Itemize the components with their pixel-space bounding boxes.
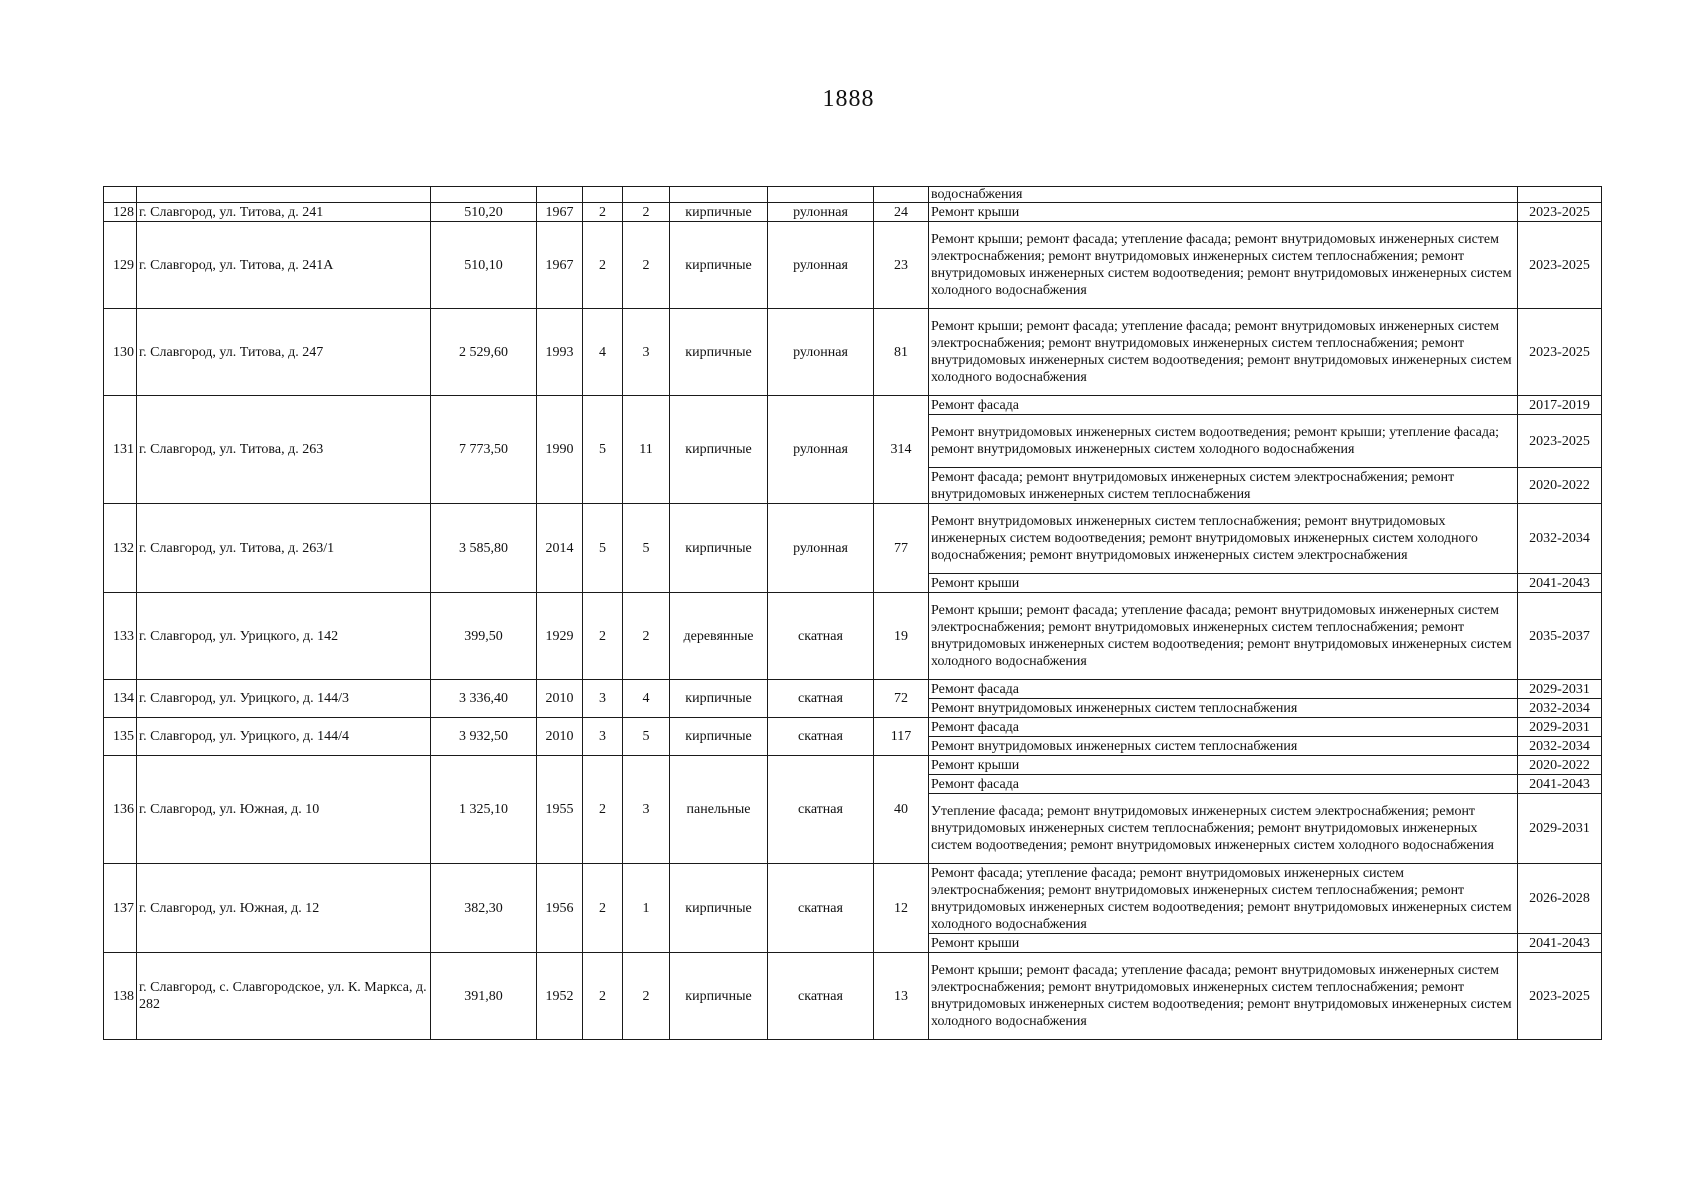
cell-num: 131 — [104, 396, 137, 504]
cell-roof: рулонная — [768, 504, 874, 593]
cell-walls: кирпичные — [670, 309, 768, 396]
cell-floors — [583, 187, 623, 203]
cell-walls: кирпичные — [670, 953, 768, 1040]
cell-residents — [874, 187, 929, 203]
cell-period: 2023-2025 — [1518, 222, 1602, 309]
cell-entrances: 5 — [623, 504, 670, 593]
cell-floors: 5 — [583, 504, 623, 593]
cell-num: 138 — [104, 953, 137, 1040]
cell-entrances: 3 — [623, 309, 670, 396]
cell-year: 2014 — [537, 504, 583, 593]
cell-period: 2023-2025 — [1518, 953, 1602, 1040]
cell-walls: панельные — [670, 756, 768, 864]
cell-period: 2023-2025 — [1518, 309, 1602, 396]
cell-period: 2032-2034 — [1518, 737, 1602, 756]
cell-roof: скатная — [768, 756, 874, 864]
cell-area: 391,80 — [431, 953, 537, 1040]
cell-work: Ремонт внутридомовых инженерных систем теплоснабжения; ремонт внутридомовых инженерных систем водоотведения; ремонт внутридомовых инженерных систем холодного водоснабжения; ремонт внутридомовых инженерных систем электроснабжения — [929, 504, 1518, 574]
cell-area: 510,20 — [431, 203, 537, 222]
cell-residents: 13 — [874, 953, 929, 1040]
cell-entrances: 2 — [623, 593, 670, 680]
cell-period: 2041-2043 — [1518, 574, 1602, 593]
cell-work: Утепление фасада; ремонт внутридомовых инженерных систем электроснабжения; ремонт внутридомовых инженерных систем теплоснабжения; ремонт внутридомовых инженерных систем водоотведения; ремонт внутридомовых инженерных систем холодного водоснабжения — [929, 794, 1518, 864]
cell-address: г. Славгород, ул. Южная, д. 12 — [137, 864, 431, 953]
cell-num: 129 — [104, 222, 137, 309]
cell-address: г. Славгород, ул. Урицкого, д. 142 — [137, 593, 431, 680]
cell-area — [431, 187, 537, 203]
cell-roof — [768, 187, 874, 203]
cell-work: Ремонт фасада; ремонт внутридомовых инженерных систем электроснабжения; ремонт внутридомовых инженерных систем теплоснабжения — [929, 468, 1518, 504]
cell-area: 382,30 — [431, 864, 537, 953]
cell-residents: 12 — [874, 864, 929, 953]
table-row — [104, 593, 1602, 680]
cell-floors: 3 — [583, 718, 623, 756]
cell-period: 2023-2025 — [1518, 203, 1602, 222]
table-row — [104, 504, 1602, 574]
housing-repair-table — [103, 186, 1602, 1040]
cell-num: 136 — [104, 756, 137, 864]
cell-work: Ремонт крыши — [929, 934, 1518, 953]
cell-num: 128 — [104, 203, 137, 222]
cell-walls: кирпичные — [670, 396, 768, 504]
cell-floors: 2 — [583, 756, 623, 864]
cell-roof: рулонная — [768, 396, 874, 504]
cell-roof: скатная — [768, 680, 874, 718]
table-row — [104, 203, 1602, 222]
cell-entrances: 5 — [623, 718, 670, 756]
cell-work: Ремонт крыши; ремонт фасада; утепление фасада; ремонт внутридомовых инженерных систем электроснабжения; ремонт внутридомовых инженерных систем теплоснабжения; ремонт внутридомовых инженерных систем водоотведения; ремонт внутридомовых инженерных систем холодного водоснабжения — [929, 222, 1518, 309]
cell-address: г. Славгород, ул. Титова, д. 263/1 — [137, 504, 431, 593]
cell-period: 2032-2034 — [1518, 699, 1602, 718]
cell-period: 2029-2031 — [1518, 794, 1602, 864]
cell-work: Ремонт крыши; ремонт фасада; утепление фасада; ремонт внутридомовых инженерных систем электроснабжения; ремонт внутридомовых инженерных систем теплоснабжения; ремонт внутридомовых инженерных систем водоотведения; ремонт внутридомовых инженерных систем холодного водоснабжения — [929, 309, 1518, 396]
cell-walls: кирпичные — [670, 680, 768, 718]
table-row — [104, 680, 1602, 699]
cell-work: Ремонт фасада — [929, 718, 1518, 737]
cell-roof: скатная — [768, 953, 874, 1040]
cell-roof: скатная — [768, 718, 874, 756]
cell-period: 2020-2022 — [1518, 756, 1602, 775]
cell-year: 1990 — [537, 396, 583, 504]
cell-address: г. Славгород, ул. Титова, д. 241А — [137, 222, 431, 309]
cell-year: 1955 — [537, 756, 583, 864]
table-row — [104, 396, 1602, 415]
cell-num — [104, 187, 137, 203]
cell-work: Ремонт внутридомовых инженерных систем теплоснабжения — [929, 737, 1518, 756]
cell-area: 1 325,10 — [431, 756, 537, 864]
cell-address: г. Славгород, ул. Титова, д. 263 — [137, 396, 431, 504]
cell-residents: 19 — [874, 593, 929, 680]
cell-year: 1956 — [537, 864, 583, 953]
cell-residents: 117 — [874, 718, 929, 756]
table-body — [104, 187, 1602, 1040]
cell-work: Ремонт крыши — [929, 756, 1518, 775]
cell-period: 2023-2025 — [1518, 415, 1602, 468]
cell-work: Ремонт фасада — [929, 775, 1518, 794]
cell-floors: 2 — [583, 593, 623, 680]
cell-entrances: 3 — [623, 756, 670, 864]
cell-num: 134 — [104, 680, 137, 718]
cell-work: водоснабжения — [929, 187, 1518, 203]
cell-address — [137, 187, 431, 203]
cell-work: Ремонт крыши; ремонт фасада; утепление фасада; ремонт внутридомовых инженерных систем электроснабжения; ремонт внутридомовых инженерных систем теплоснабжения; ремонт внутридомовых инженерных систем водоотведения; ремонт внутридомовых инженерных систем холодного водоснабжения — [929, 953, 1518, 1040]
cell-num: 137 — [104, 864, 137, 953]
cell-residents: 314 — [874, 396, 929, 504]
cell-period: 2026-2028 — [1518, 864, 1602, 934]
cell-num: 132 — [104, 504, 137, 593]
cell-period: 2035-2037 — [1518, 593, 1602, 680]
table-row — [104, 756, 1602, 775]
cell-area: 510,10 — [431, 222, 537, 309]
cell-work: Ремонт внутридомовых инженерных систем теплоснабжения — [929, 699, 1518, 718]
table-row — [104, 718, 1602, 737]
cell-period: 2029-2031 — [1518, 680, 1602, 699]
cell-roof: скатная — [768, 864, 874, 953]
cell-period: 2032-2034 — [1518, 504, 1602, 574]
cell-period: 2017-2019 — [1518, 396, 1602, 415]
cell-entrances: 1 — [623, 864, 670, 953]
cell-residents: 40 — [874, 756, 929, 864]
cell-walls: кирпичные — [670, 203, 768, 222]
cell-year: 1952 — [537, 953, 583, 1040]
cell-year — [537, 187, 583, 203]
cell-year: 1967 — [537, 203, 583, 222]
cell-floors: 5 — [583, 396, 623, 504]
cell-period: 2029-2031 — [1518, 718, 1602, 737]
cell-entrances: 2 — [623, 953, 670, 1040]
page-number: 1888 — [822, 86, 875, 112]
cell-walls: деревянные — [670, 593, 768, 680]
cell-roof: рулонная — [768, 309, 874, 396]
cell-residents: 72 — [874, 680, 929, 718]
cell-num: 130 — [104, 309, 137, 396]
cell-area: 3 932,50 — [431, 718, 537, 756]
cell-walls: кирпичные — [670, 718, 768, 756]
cell-address: г. Славгород, ул. Титова, д. 247 — [137, 309, 431, 396]
cell-residents: 24 — [874, 203, 929, 222]
cell-walls: кирпичные — [670, 222, 768, 309]
cell-area: 3 585,80 — [431, 504, 537, 593]
cell-entrances: 11 — [623, 396, 670, 504]
cell-entrances: 2 — [623, 222, 670, 309]
cell-area: 399,50 — [431, 593, 537, 680]
cell-work: Ремонт фасада — [929, 396, 1518, 415]
cell-roof: рулонная — [768, 203, 874, 222]
cell-floors: 2 — [583, 953, 623, 1040]
cell-address: г. Славгород, ул. Титова, д. 241 — [137, 203, 431, 222]
table-row — [104, 864, 1602, 934]
continuation-row — [104, 187, 1602, 203]
cell-entrances — [623, 187, 670, 203]
cell-floors: 4 — [583, 309, 623, 396]
cell-period: 2020-2022 — [1518, 468, 1602, 504]
cell-walls: кирпичные — [670, 864, 768, 953]
cell-area: 3 336,40 — [431, 680, 537, 718]
cell-year: 2010 — [537, 718, 583, 756]
cell-entrances: 2 — [623, 203, 670, 222]
cell-year: 1993 — [537, 309, 583, 396]
cell-residents: 77 — [874, 504, 929, 593]
cell-work: Ремонт фасада; утепление фасада; ремонт внутридомовых инженерных систем электроснабжения; ремонт внутридомовых инженерных систем теплоснабжения; ремонт внутридомовых инженерных систем водоотведения; ремонт внутридомовых инженерных систем холодного водоснабжения — [929, 864, 1518, 934]
cell-work: Ремонт внутридомовых инженерных систем водоотведения; ремонт крыши; утепление фасада; ремонт внутридомовых инженерных систем холодного водоснабжения — [929, 415, 1518, 468]
cell-floors: 3 — [583, 680, 623, 718]
table-row — [104, 222, 1602, 309]
cell-work: Ремонт фасада — [929, 680, 1518, 699]
cell-num: 133 — [104, 593, 137, 680]
cell-period: 2041-2043 — [1518, 775, 1602, 794]
cell-roof: рулонная — [768, 222, 874, 309]
cell-walls — [670, 187, 768, 203]
cell-area: 2 529,60 — [431, 309, 537, 396]
cell-period — [1518, 187, 1602, 203]
cell-roof: скатная — [768, 593, 874, 680]
cell-floors: 2 — [583, 203, 623, 222]
cell-residents: 81 — [874, 309, 929, 396]
cell-period: 2041-2043 — [1518, 934, 1602, 953]
cell-address: г. Славгород, ул. Урицкого, д. 144/4 — [137, 718, 431, 756]
cell-address: г. Славгород, ул. Южная, д. 10 — [137, 756, 431, 864]
cell-area: 7 773,50 — [431, 396, 537, 504]
cell-year: 1929 — [537, 593, 583, 680]
table-row — [104, 953, 1602, 1040]
cell-work: Ремонт крыши; ремонт фасада; утепление фасада; ремонт внутридомовых инженерных систем электроснабжения; ремонт внутридомовых инженерных систем теплоснабжения; ремонт внутридомовых инженерных систем водоотведения; ремонт внутридомовых инженерных систем холодного водоснабжения — [929, 593, 1518, 680]
cell-walls: кирпичные — [670, 504, 768, 593]
cell-residents: 23 — [874, 222, 929, 309]
cell-year: 1967 — [537, 222, 583, 309]
cell-floors: 2 — [583, 222, 623, 309]
table-row — [104, 309, 1602, 396]
cell-year: 2010 — [537, 680, 583, 718]
cell-entrances: 4 — [623, 680, 670, 718]
cell-num: 135 — [104, 718, 137, 756]
cell-address: г. Славгород, ул. Урицкого, д. 144/3 — [137, 680, 431, 718]
cell-work: Ремонт крыши — [929, 203, 1518, 222]
cell-floors: 2 — [583, 864, 623, 953]
cell-work: Ремонт крыши — [929, 574, 1518, 593]
cell-address: г. Славгород, с. Славгородское, ул. К. Маркса, д. 282 — [137, 953, 431, 1040]
